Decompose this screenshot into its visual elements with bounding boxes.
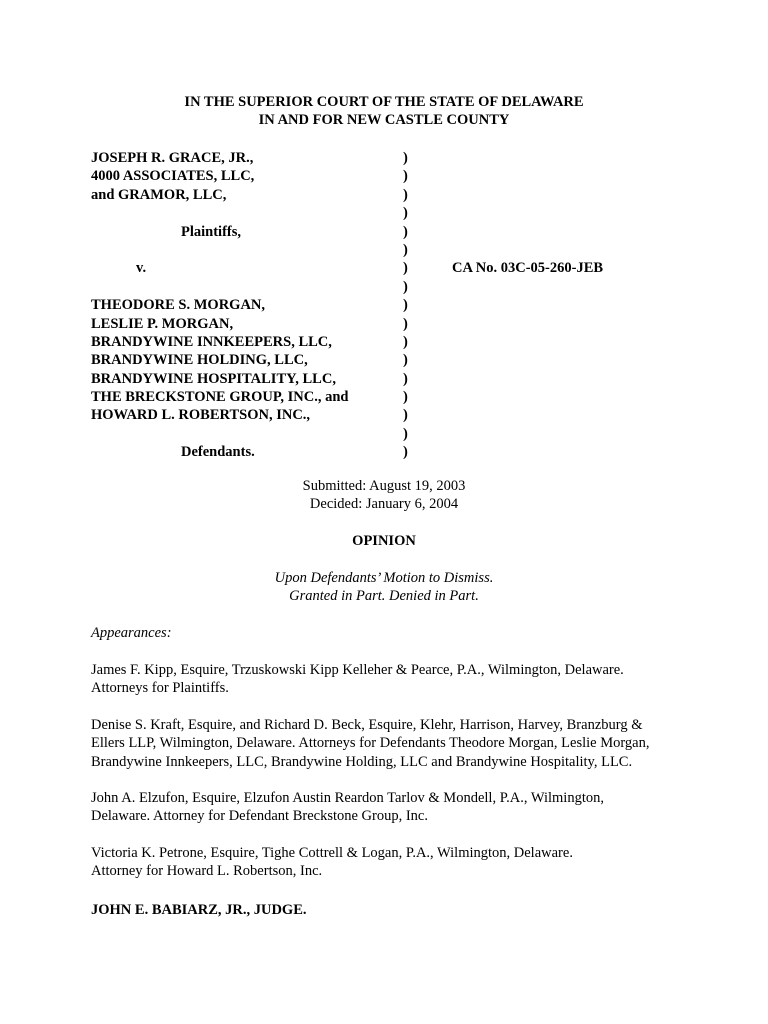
caption-paren: ) bbox=[403, 407, 408, 424]
caption-spacer bbox=[91, 425, 391, 443]
caption-paren: ) bbox=[403, 260, 408, 277]
appearance-entry bbox=[91, 716, 691, 771]
caption-paren: ) bbox=[403, 352, 408, 369]
appearance-line: Victoria K. Petrone, Esquire, Tighe Cottrell & Logan, P.A., Wilmington, Delaware. bbox=[91, 845, 573, 861]
submitted-date: Submitted: August 19, 2003 bbox=[302, 478, 466, 494]
case-caption-parties bbox=[91, 149, 391, 462]
appearances-label: Appearances: bbox=[91, 625, 172, 641]
appearance-line: Attorney for Howard L. Robertson, Inc. bbox=[91, 863, 323, 880]
appearance-line: Ellers LLP, Wilmington, Delaware. Attorneys for Defendants Theodore Morgan, Leslie Morgan, bbox=[91, 735, 650, 752]
caption-paren: ) bbox=[403, 150, 408, 166]
plaintiff-name: 4000 ASSOCIATES, LLC, bbox=[91, 168, 255, 185]
caption-paren: ) bbox=[403, 389, 408, 406]
opinion-title: OPINION bbox=[352, 533, 416, 549]
decided-date: Decided: January 6, 2004 bbox=[309, 496, 459, 513]
plaintiff-name: JOSEPH R. GRACE, JR., bbox=[91, 150, 254, 166]
appearance-line: Attorneys for Plaintiffs. bbox=[91, 680, 229, 697]
caption-paren-column bbox=[403, 149, 415, 462]
caption-paren: ) bbox=[403, 205, 408, 222]
caption-paren: ) bbox=[403, 186, 408, 203]
plaintiff-name: and GRAMOR, LLC, bbox=[91, 186, 227, 203]
motion-line-1: Upon Defendants’ Motion to Dismiss. bbox=[274, 570, 494, 586]
appearance-entry bbox=[91, 661, 691, 698]
court-header bbox=[0, 93, 768, 129]
appearance-line: James F. Kipp, Esquire, Trzuskowski Kipp Kelleher & Pearce, P.A., Wilmington, Delaware. bbox=[91, 662, 624, 678]
caption-paren: ) bbox=[403, 278, 408, 295]
appearance-line: Brandywine Innkeepers, LLC, Brandywine Holding, LLC and Brandywine Hospitality, LLC. bbox=[91, 753, 633, 770]
caption-paren: ) bbox=[403, 370, 408, 387]
defendant-name: BRANDYWINE INNKEEPERS, LLC, bbox=[91, 333, 332, 350]
plaintiffs-label: Plaintiffs, bbox=[181, 223, 242, 240]
decision-dates bbox=[0, 477, 768, 514]
caption-paren: ) bbox=[403, 297, 408, 314]
caption-paren: ) bbox=[403, 425, 408, 442]
defendant-name: THEODORE S. MORGAN, bbox=[91, 297, 266, 314]
appearance-entry bbox=[91, 789, 691, 826]
appearance-line: Delaware. Attorney for Defendant Breckstone Group, Inc. bbox=[91, 808, 428, 825]
caption-spacer bbox=[91, 204, 391, 222]
caption-paren: ) bbox=[403, 223, 408, 240]
defendant-name: BRANDYWINE HOSPITALITY, LLC, bbox=[91, 370, 336, 387]
caption-paren: ) bbox=[403, 333, 408, 350]
caption-spacer bbox=[91, 241, 391, 259]
caption-paren: ) bbox=[403, 315, 408, 332]
appearance-line: Denise S. Kraft, Esquire, and Richard D. Beck, Esquire, Klehr, Harrison, Harvey, Branzburg & bbox=[91, 717, 643, 733]
defendant-name: HOWARD L. ROBERTSON, INC., bbox=[91, 407, 311, 424]
caption-spacer bbox=[91, 278, 391, 296]
judge-signature: JOHN E. BABIARZ, JR., JUDGE. bbox=[91, 902, 307, 918]
appearance-entry bbox=[91, 844, 691, 881]
defendants-label: Defendants. bbox=[181, 444, 255, 461]
court-header-line-1: IN THE SUPERIOR COURT OF THE STATE OF DELAWARE bbox=[184, 94, 584, 110]
defendant-name: THE BRECKSTONE GROUP, INC., and bbox=[91, 389, 349, 406]
court-header-line-2: IN AND FOR NEW CASTLE COUNTY bbox=[258, 112, 510, 128]
defendant-name: LESLIE P. MORGAN, bbox=[91, 315, 234, 332]
motion-line-2: Granted in Part. Denied in Part. bbox=[289, 588, 479, 605]
appearance-line: John A. Elzufon, Esquire, Elzufon Austin Reardon Tarlov & Mondell, P.A., Wilmington, bbox=[91, 790, 604, 806]
caption-paren: ) bbox=[403, 241, 408, 258]
caption-paren: ) bbox=[403, 168, 408, 185]
caption-paren: ) bbox=[403, 444, 408, 461]
defendant-name: BRANDYWINE HOLDING, LLC, bbox=[91, 352, 308, 369]
motion-disposition bbox=[0, 569, 768, 606]
case-number: CA No. 03C-05-260-JEB bbox=[452, 260, 604, 276]
versus-label: v. bbox=[136, 260, 147, 277]
